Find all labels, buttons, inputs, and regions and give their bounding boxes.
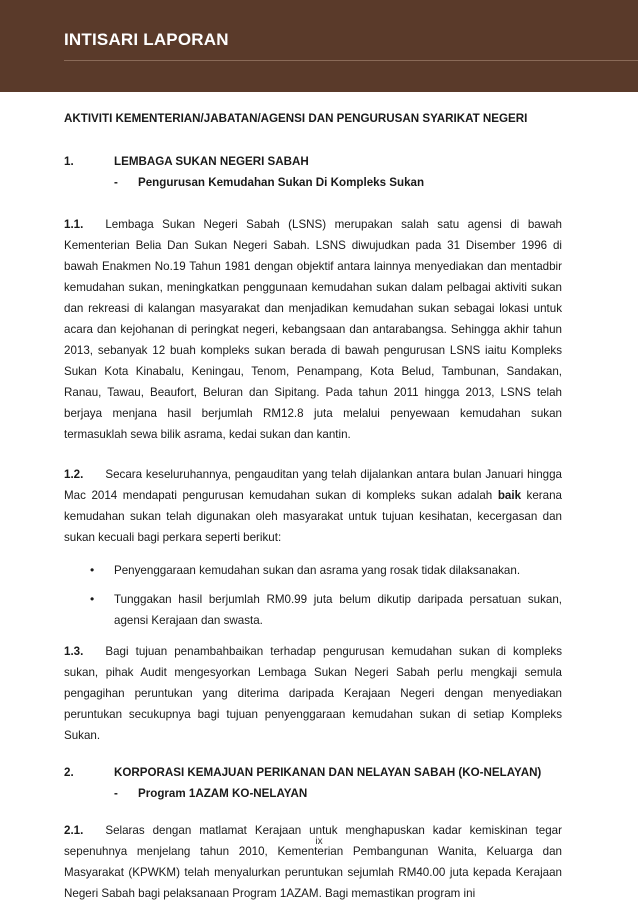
- banner-divider: [64, 60, 638, 61]
- item-2-number: 2.: [64, 766, 74, 779]
- list-item: [64, 589, 562, 631]
- item-2-dash: -: [114, 787, 118, 800]
- paragraph-1-3-text: Bagi tujuan penambahbaikan terhadap pengurusan kemudahan sukan di kompleks sukan, pihak Audit mengesyorkan Lembaga Sukan Negeri Sabah perlu mengkaji semula pengagihan peruntukan yang diterima daripada Kerajaan Negeri dengan menyediakan peruntukan secukupnya bagi tujuan penyenggaraan kemudahan sukan di setiap Kompleks Sukan.: [64, 645, 562, 742]
- findings-list: [64, 560, 562, 631]
- bullet-icon: •: [90, 563, 95, 577]
- item-1-subtitle: Pengurusan Kemudahan Sukan Di Kompleks Sukan: [138, 176, 425, 189]
- item-2-title: KORPORASI KEMAJUAN PERIKANAN DAN NELAYAN SABAH (KO-NELAYAN): [114, 766, 542, 779]
- paragraph-1-2-text-after: kerana kemudahan sukan telah digunakan oleh masyarakat untuk tujuan kesihatan, kecergasan dan sukan kecuali bagi perkara seperti berikut:: [64, 489, 563, 544]
- item-1-dash: -: [114, 176, 118, 189]
- item-2-subheading: [64, 783, 562, 804]
- paragraph-1-2: [64, 464, 562, 548]
- item-2-subtitle: Program 1AZAM KO-NELAYAN: [138, 787, 308, 800]
- paragraph-1-3: [64, 641, 562, 746]
- paragraph-1-1-text: Lembaga Sukan Negeri Sabah (LSNS) merupakan salah satu agensi di bawah Kementerian Belia Dan Sukan Negeri Sabah. LSNS diwujudkan pada 31 Disember 1996 di bawah Enakmen No.19 Tahun 1981 dengan objektif antara lainnya menyediakan dan mentadbir kemudahan sukan, meningkatkan penggunaan kemudahan sukan dalam pelbagai aktiviti sukan dan rekreasi di kalangan masyarakat dan menjadikan kemudahan sukan sebagai lokasi untuk acara dan kejohanan di peringkat negeri, kebangsaan dan antarabangsa. Sehingga akhir tahun 2013, sebanyak 12 buah kompleks sukan berada di bawah pengurusan LSNS iaitu Kompleks Sukan Kota Kinabalu, Keningau, Tenom, Penampang, Kota Belud, Tambunan, Sandakan, Ranau, Tawau, Beaufort, Beluran dan Sipitang. Pada tahun 2011 hingga 2013, LSNS telah berjaya menjana hasil berjumlah RM12.8 juta melalui penyewaan kemudahan sukan termasuklah sewa bilik asrama, kedai sukan dan kantin.: [64, 218, 562, 441]
- header-banner: [0, 0, 638, 92]
- bullet-icon: •: [90, 592, 95, 606]
- list-item-text: Tunggakan hasil berjumlah RM0.99 juta belum dikutip daripada persatuan sukan, agensi Kerajaan dan swasta.: [114, 593, 562, 627]
- item-1-subheading: [64, 172, 562, 193]
- item-1-title: LEMBAGA SUKAN NEGERI SABAH: [114, 155, 309, 168]
- section-title: AKTIVITI KEMENTERIAN/JABATAN/AGENSI DAN PENGURUSAN SYARIKAT NEGERI: [64, 112, 528, 125]
- item-1-heading: [64, 151, 562, 172]
- paragraph-1-2-emphasis: baik: [497, 489, 522, 502]
- paragraph-2-1-number: 2.1.: [64, 824, 84, 837]
- report-body: [64, 98, 562, 916]
- banner-title: INTISARI LAPORAN: [64, 30, 229, 49]
- item-1-number: 1.: [64, 155, 74, 168]
- paragraph-1-1-number: 1.1.: [64, 218, 84, 231]
- paragraph-1-2-number: 1.2.: [64, 468, 84, 481]
- paragraph-1-1: [64, 214, 562, 445]
- list-item: [64, 560, 562, 581]
- paragraph-2-1: [64, 820, 562, 904]
- paragraph-1-3-number: 1.3.: [64, 645, 84, 658]
- list-item-text: Penyenggaraan kemudahan sukan dan asrama yang rosak tidak dilaksanakan.: [114, 564, 521, 577]
- paragraph-1-2-text-before: Secara keseluruhannya, pengauditan yang telah dijalankan antara bulan Januari hingga Mac 2014 mendapati pengurusan kemudahan sukan di kompleks sukan adalah: [64, 468, 562, 502]
- page-number: ix: [315, 836, 323, 847]
- item-2-heading: [64, 762, 562, 783]
- paragraph-2-1-text: Selaras dengan matlamat Kerajaan untuk menghapuskan kadar kemiskinan tegar sepenuhnya menjelang tahun 2010, Kementerian Pembangunan Wanita, Keluarga dan Masyarakat (KPWKM) telah menyalurkan peruntukan sejumlah RM40.00 juta kepada Kerajaan Negeri Sabah bagi pelaksanaan Program 1AZAM. Bagi memastikan program ini: [64, 824, 562, 900]
